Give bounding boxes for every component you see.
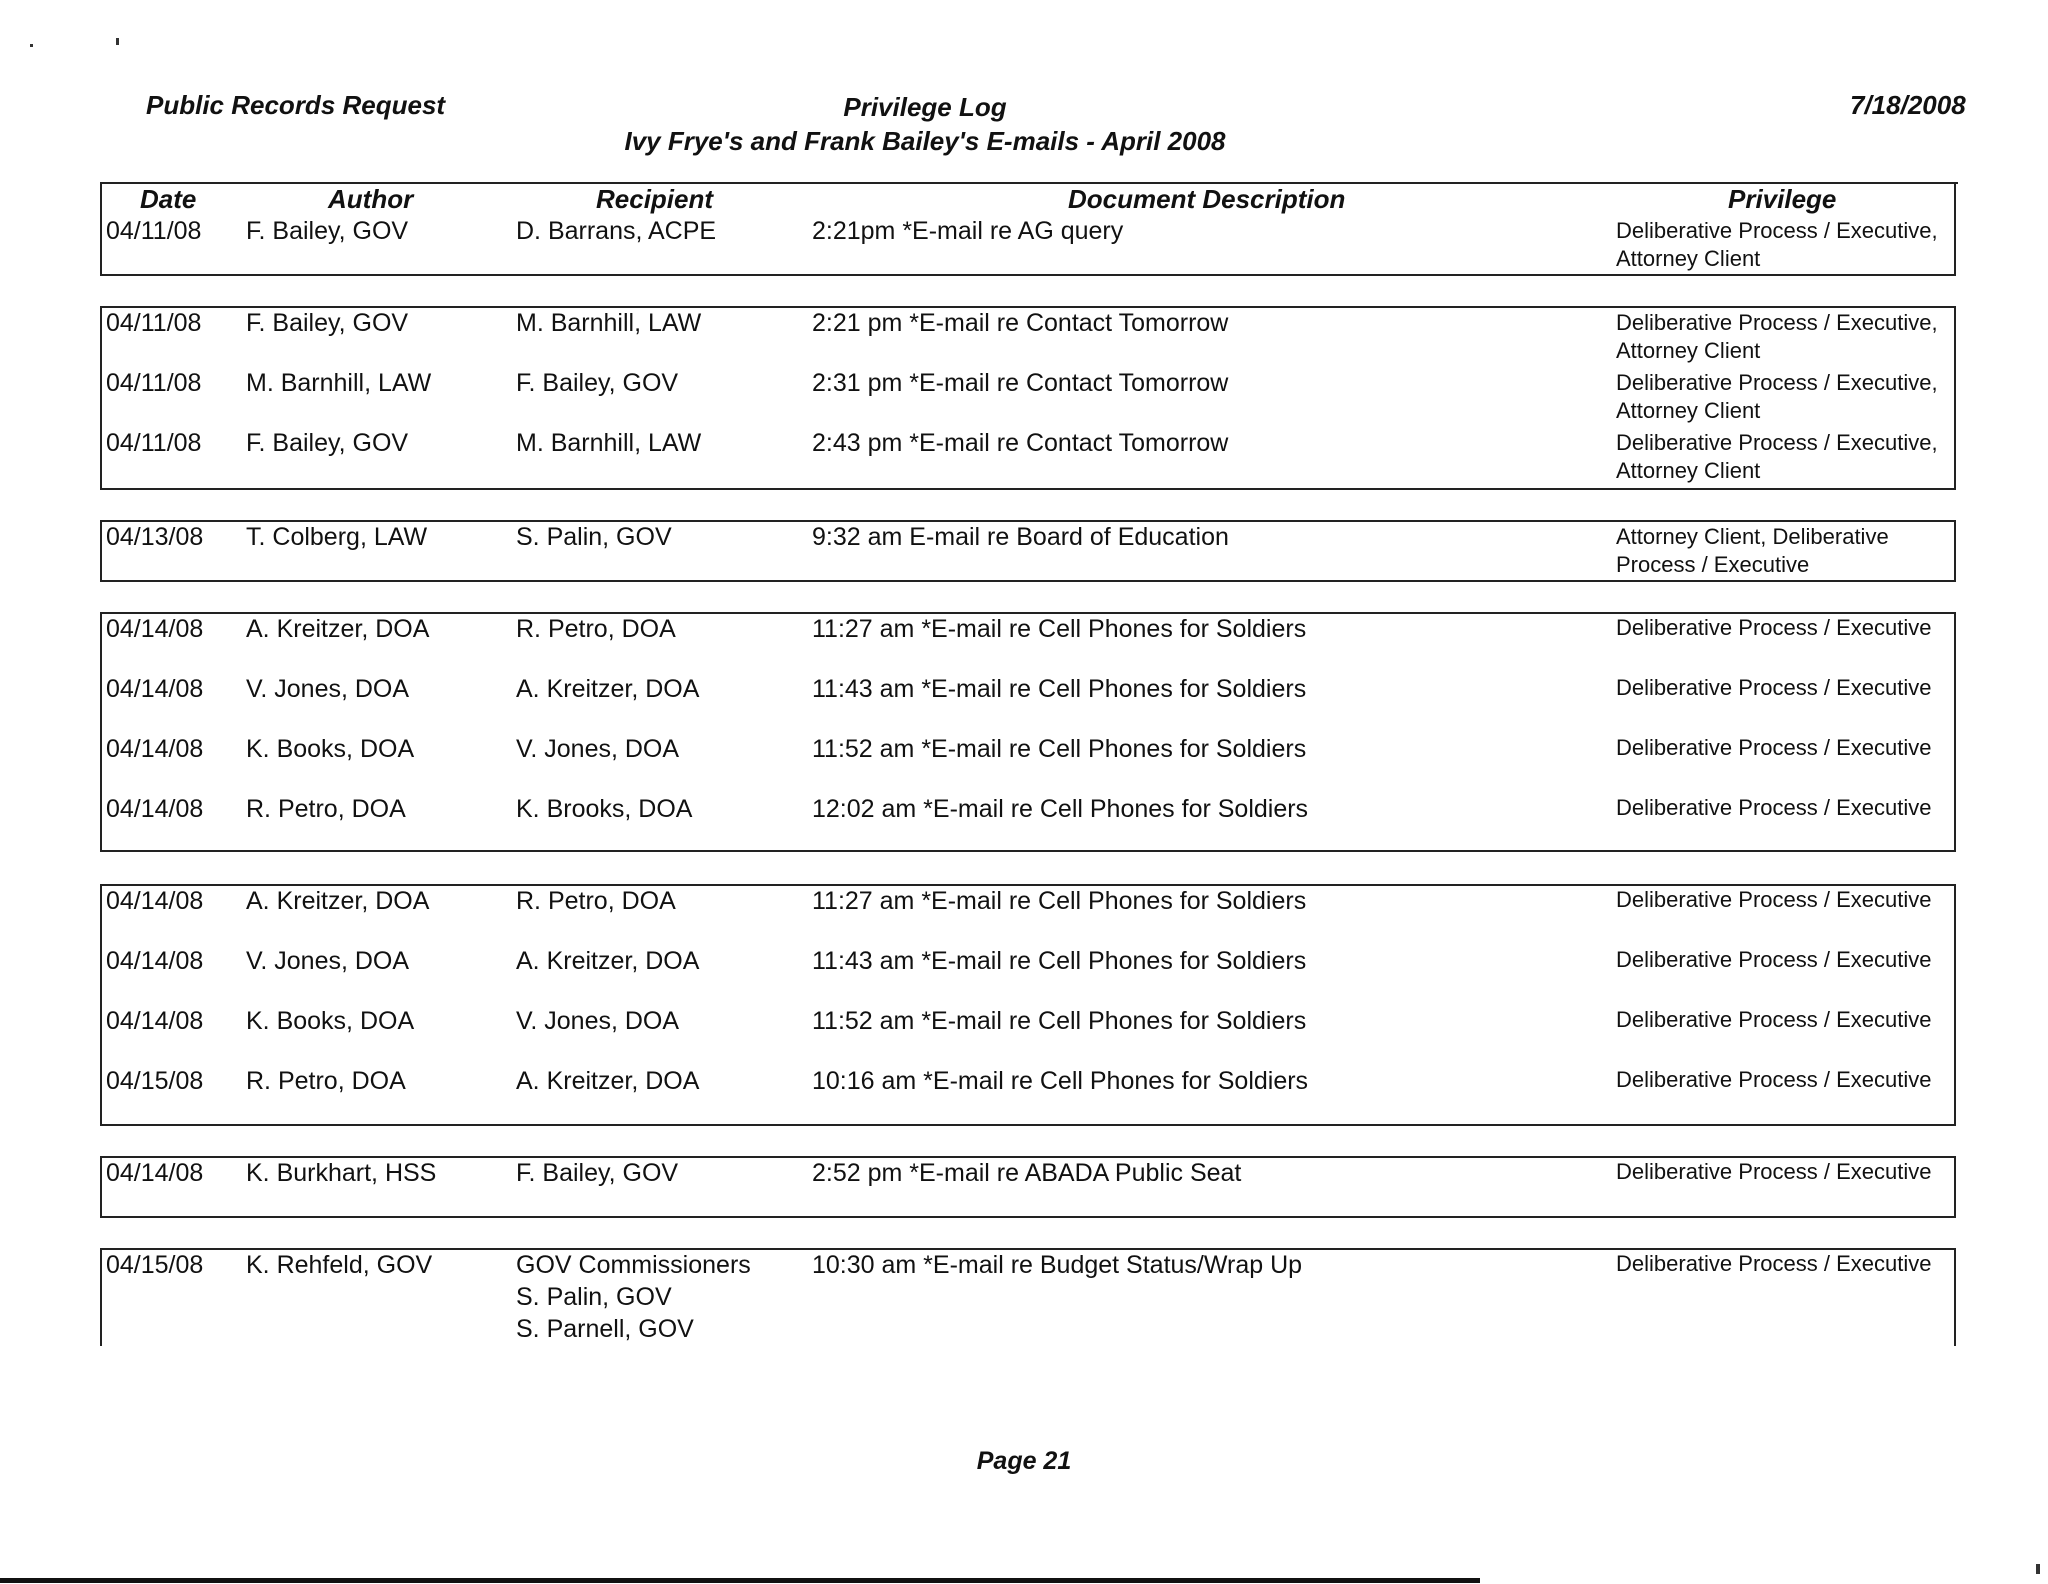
cell-description: 11:27 am *E-mail re Cell Phones for Soldiers (812, 615, 1307, 643)
cell-date: 04/14/08 (106, 795, 204, 823)
cell-description: 10:30 am *E-mail re Budget Status/Wrap Up (812, 1251, 1303, 1279)
cell-author: F. Bailey, GOV (246, 429, 409, 457)
cell-privilege-cont: Attorney Client (1616, 398, 1761, 423)
log-group (100, 612, 1956, 852)
cell-recipient-cont: S. Palin, GOV (516, 1283, 672, 1311)
cell-privilege: Deliberative Process / Executive, (1616, 218, 1938, 243)
cell-recipient: M. Barnhill, LAW (516, 429, 702, 457)
log-group (100, 884, 1956, 1126)
cell-date: 04/14/08 (106, 1007, 204, 1035)
cell-date: 04/14/08 (106, 675, 204, 703)
cell-description: 11:43 am *E-mail re Cell Phones for Soldiers (812, 947, 1307, 975)
cell-author: K. Burkhart, HSS (246, 1159, 437, 1187)
cell-date: 04/11/08 (106, 429, 202, 457)
cell-date: 04/14/08 (106, 887, 204, 915)
scan-speck (2036, 1564, 2040, 1574)
cell-description: 2:31 pm *E-mail re Contact Tomorrow (812, 369, 1229, 397)
cell-description: 10:16 am *E-mail re Cell Phones for Soldiers (812, 1067, 1309, 1095)
cell-author: A. Kreitzer, DOA (246, 887, 430, 915)
cell-privilege-cont: Attorney Client (1616, 338, 1761, 363)
cell-author: K. Books, DOA (246, 1007, 415, 1035)
header-log-subtitle: Ivy Frye's and Frank Bailey's E-mails - April 2008 (624, 126, 1226, 156)
cell-author: T. Colberg, LAW (246, 523, 428, 551)
cell-description: 11:43 am *E-mail re Cell Phones for Soldiers (812, 675, 1307, 703)
cell-privilege: Attorney Client, Deliberative (1616, 524, 1889, 549)
cell-recipient: F. Bailey, GOV (516, 1159, 679, 1187)
cell-date: 04/11/08 (106, 217, 202, 245)
cell-recipient: A. Kreitzer, DOA (516, 675, 700, 703)
cell-description: 11:52 am *E-mail re Cell Phones for Soldiers (812, 1007, 1307, 1035)
cell-privilege: Deliberative Process / Executive, (1616, 370, 1938, 395)
cell-privilege: Deliberative Process / Executive (1616, 1067, 1932, 1092)
cell-description: 2:21pm *E-mail re AG query (812, 217, 1124, 245)
column-header-description: Document Description (1068, 184, 1346, 214)
cell-recipient-cont: S. Parnell, GOV (516, 1315, 694, 1343)
cell-privilege: Deliberative Process / Executive, (1616, 430, 1938, 455)
cell-privilege: Deliberative Process / Executive (1616, 615, 1932, 640)
cell-author: V. Jones, DOA (246, 675, 410, 703)
log-group (100, 184, 1956, 276)
header-date: 7/18/2008 (1850, 90, 1966, 120)
cell-date: 04/14/08 (106, 947, 204, 975)
cell-privilege: Deliberative Process / Executive (1616, 1159, 1932, 1184)
cell-recipient: R. Petro, DOA (516, 887, 676, 915)
cell-recipient: A. Kreitzer, DOA (516, 1067, 700, 1095)
cell-privilege-cont: Attorney Client (1616, 458, 1761, 483)
cell-author: K. Rehfeld, GOV (246, 1251, 433, 1279)
scan-speck (116, 38, 119, 45)
cell-author: K. Books, DOA (246, 735, 415, 763)
cell-description: 11:52 am *E-mail re Cell Phones for Soldiers (812, 735, 1307, 763)
cell-recipient: V. Jones, DOA (516, 735, 680, 763)
cell-author: R. Petro, DOA (246, 795, 406, 823)
cell-recipient: V. Jones, DOA (516, 1007, 680, 1035)
cell-recipient: GOV Commissioners (516, 1251, 751, 1279)
cell-date: 04/11/08 (106, 309, 202, 337)
header-center-title (0, 90, 1850, 158)
cell-author: F. Bailey, GOV (246, 309, 409, 337)
cell-privilege-cont: Attorney Client (1616, 246, 1761, 271)
log-group (100, 1248, 1956, 1346)
header-log-title: Privilege Log (843, 92, 1007, 122)
cell-privilege: Deliberative Process / Executive (1616, 887, 1932, 912)
page-number: Page 21 (976, 1447, 1072, 1475)
log-group (100, 1156, 1956, 1218)
cell-date: 04/15/08 (106, 1251, 204, 1279)
cell-privilege: Deliberative Process / Executive (1616, 1007, 1932, 1032)
cell-author: V. Jones, DOA (246, 947, 410, 975)
log-group (100, 306, 1956, 490)
scan-edge-line (0, 1578, 1480, 1583)
scan-speck (30, 44, 33, 47)
cell-privilege: Deliberative Process / Executive (1616, 947, 1932, 972)
cell-date: 04/14/08 (106, 735, 204, 763)
cell-author: A. Kreitzer, DOA (246, 615, 430, 643)
cell-date: 04/15/08 (106, 1067, 204, 1095)
cell-description: 2:43 pm *E-mail re Contact Tomorrow (812, 429, 1229, 457)
cell-description: 2:21 pm *E-mail re Contact Tomorrow (812, 309, 1229, 337)
cell-author: F. Bailey, GOV (246, 217, 409, 245)
cell-privilege-cont: Process / Executive (1616, 552, 1810, 577)
header-left-title: Public Records Request (146, 90, 446, 120)
column-header-date: Date (140, 184, 197, 214)
column-header-author: Author (328, 184, 414, 214)
cell-recipient: M. Barnhill, LAW (516, 309, 702, 337)
cell-privilege: Deliberative Process / Executive (1616, 735, 1932, 760)
cell-privilege: Deliberative Process / Executive, (1616, 310, 1938, 335)
cell-description: 9:32 am E-mail re Board of Education (812, 523, 1229, 551)
cell-recipient: R. Petro, DOA (516, 615, 676, 643)
cell-privilege: Deliberative Process / Executive (1616, 1251, 1932, 1276)
cell-author: R. Petro, DOA (246, 1067, 406, 1095)
cell-description: 12:02 am *E-mail re Cell Phones for Soldiers (812, 795, 1309, 823)
cell-date: 04/14/08 (106, 615, 204, 643)
cell-recipient: A. Kreitzer, DOA (516, 947, 700, 975)
cell-recipient: D. Barrans, ACPE (516, 217, 717, 245)
cell-description: 2:52 pm *E-mail re ABADA Public Seat (812, 1159, 1242, 1187)
cell-recipient: K. Brooks, DOA (516, 795, 693, 823)
cell-recipient: S. Palin, GOV (516, 523, 672, 551)
cell-privilege: Deliberative Process / Executive (1616, 795, 1932, 820)
cell-privilege: Deliberative Process / Executive (1616, 675, 1932, 700)
cell-description: 11:27 am *E-mail re Cell Phones for Soldiers (812, 887, 1307, 915)
cell-date: 04/13/08 (106, 523, 204, 551)
cell-author: M. Barnhill, LAW (246, 369, 432, 397)
cell-date: 04/11/08 (106, 369, 202, 397)
cell-date: 04/14/08 (106, 1159, 204, 1187)
cell-recipient: F. Bailey, GOV (516, 369, 679, 397)
column-header-recipient: Recipient (596, 184, 714, 214)
log-group (100, 520, 1956, 582)
column-header-privilege: Privilege (1728, 184, 1837, 214)
